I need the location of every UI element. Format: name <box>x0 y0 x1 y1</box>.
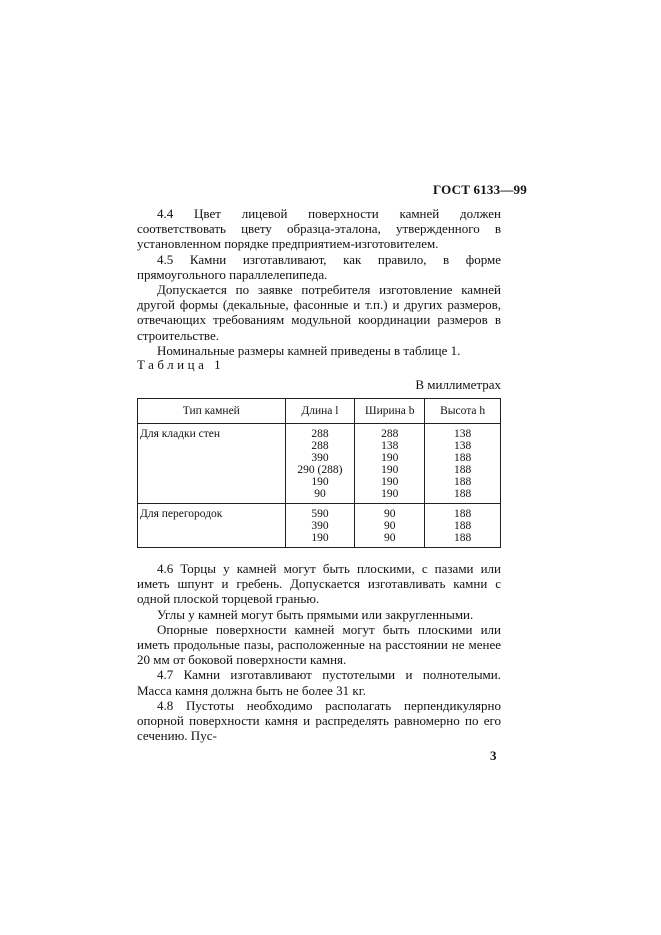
width-value: 90 <box>384 532 396 544</box>
width-value: 190 <box>381 476 399 488</box>
row-height-cell <box>425 424 501 504</box>
length-value: 590 <box>311 508 329 520</box>
height-value: 188 <box>453 532 472 544</box>
header-type: Тип камней <box>138 399 286 424</box>
length-value: 288 <box>311 428 329 440</box>
header-height: Высота h <box>425 399 501 424</box>
length-value: 90 <box>314 488 326 500</box>
height-value: 188 <box>453 488 472 500</box>
length-value: 190 <box>311 532 329 544</box>
paragraph-table-reference: Номинальные размеры камней приведены в таблице 1. <box>157 342 461 358</box>
width-value: 190 <box>381 464 399 476</box>
table-header-row <box>138 399 501 424</box>
height-value: 188 <box>453 476 472 488</box>
paragraph-4-4: 4.4 Цвет лицевой поверхности камней должен соответствовать цвету образца-эталона, утвержденного в установленном порядке предприятием-изготовителем. <box>137 206 501 252</box>
body-text-bottom <box>137 561 501 743</box>
header-width: Ширина b <box>355 399 425 424</box>
paragraph-4-7: 4.7 Камни изготавливают пустотелыми и полнотелыми. Масса камня должна быть не более 31 кг. <box>137 667 501 698</box>
table-row <box>138 424 501 504</box>
paragraph-support-surfaces: Опорные поверхности камней могут быть плоскими или иметь продольные пазы, расположенные на расстоянии не менее 20 мм от боковой поверхности камня. <box>137 621 501 668</box>
length-value: 390 <box>311 520 329 532</box>
length-value: 290 (288) <box>297 464 343 476</box>
width-value: 90 <box>384 508 396 520</box>
length-value: 390 <box>311 452 329 464</box>
row-width-cell <box>355 424 425 504</box>
paragraph-4-5: 4.5 Камни изготавливают, как правило, в форме прямоугольного параллелепипеда. <box>137 251 501 282</box>
row-length-cell <box>285 504 355 548</box>
height-value: 188 <box>453 520 472 532</box>
width-value: 90 <box>384 520 396 532</box>
height-value: 138 <box>453 440 472 452</box>
width-value: 190 <box>381 488 399 500</box>
table-units: В миллиметрах <box>415 377 501 392</box>
paragraph-corners: Углы у камней могут быть прямыми или закругленными. <box>157 606 474 622</box>
width-value: 288 <box>381 428 399 440</box>
paragraph-4-6: 4.6 Торцы у камней могут быть плоскими, с пазами или иметь шпунт и гребень. Допускается изготавливать камни с одной плоской торцевой гранью. <box>137 561 501 607</box>
page-number: 3 <box>490 748 497 763</box>
table-caption: Таблица 1 <box>137 357 225 372</box>
document-code-header: ГОСТ 6133—99 <box>433 182 527 197</box>
length-value: 288 <box>311 440 329 452</box>
row-type-cell: Для перегородок <box>138 504 286 548</box>
row-length-cell <box>285 424 355 504</box>
height-value: 188 <box>453 508 472 520</box>
header-length: Длина l <box>285 399 355 424</box>
table-row <box>138 504 501 548</box>
height-value: 188 <box>453 452 472 464</box>
paragraph-4-8: 4.8 Пустоты необходимо располагать перпендикулярно опорной поверхности камня и распределять равномерно по его сечению. Пус- <box>137 697 501 744</box>
body-text-top <box>137 206 501 358</box>
row-height-cell <box>425 504 501 548</box>
height-value: 138 <box>453 428 472 440</box>
width-value: 138 <box>381 440 399 452</box>
length-value: 190 <box>311 476 329 488</box>
paragraph-custom-shapes: Допускается по заявке потребителя изготовление камней другой формы (декальные, фасонные и т.п.) и других размеров, отвечающих требованиям модульной координации размеров в строительстве. <box>137 282 501 343</box>
stone-dimensions-table <box>137 398 501 548</box>
row-width-cell <box>355 504 425 548</box>
width-value: 190 <box>381 452 399 464</box>
height-value: 188 <box>453 464 472 476</box>
row-type-cell: Для кладки стен <box>138 424 286 504</box>
